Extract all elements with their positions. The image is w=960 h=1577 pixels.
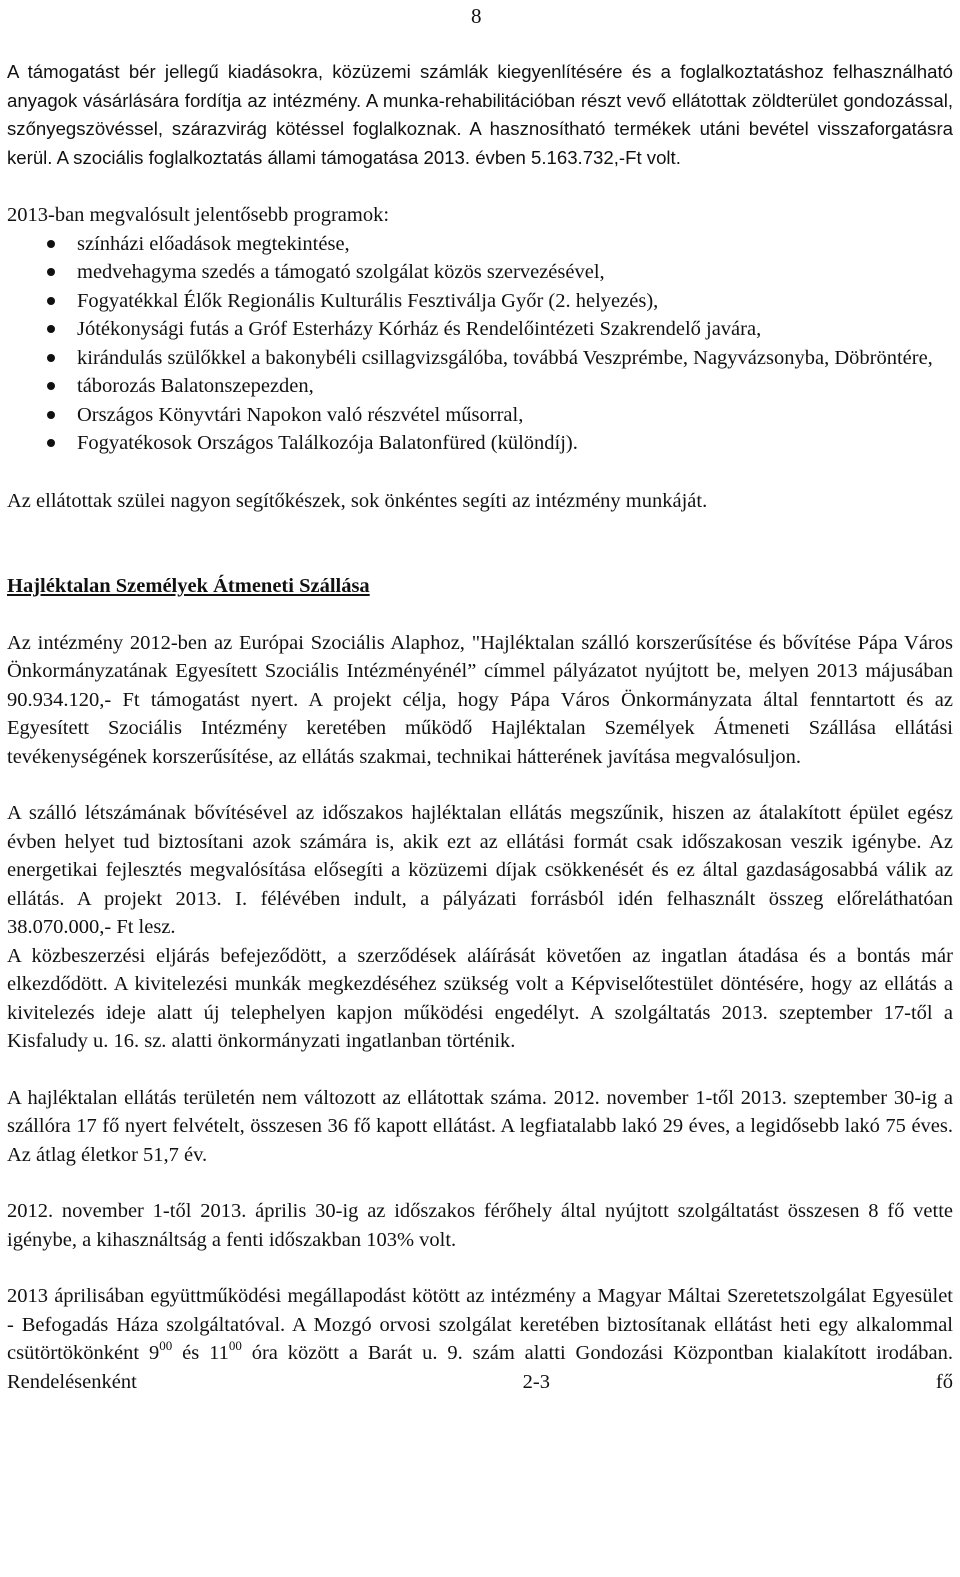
paragraph-employment-state-support: A szociális foglalkoztatás állami támogatása 2013. évben 5.163.732,-Ft volt. [52,146,681,168]
programs-list [7,230,953,458]
bullet-icon [47,325,55,333]
program-label: Fogyatékkal Élők Regionális Kulturális Fesztiválja Győr (2. helyezés), [77,289,659,312]
bullet-icon [47,240,55,248]
paragraph-seasonal-places: 2012. november 1-től 2013. április 30-ig az időszakos férőhely által nyújtott szolgáltatást összesen 8 fő vette igénybe, a kihasználtság a fenti időszakban 103% volt. [7,1200,953,1251]
programs-intro: 2013-ban megvalósult jelentősebb programok: [7,204,390,226]
superscript-minutes: 00 [228,1338,242,1353]
program-label: medvehagyma szedés a támogató szolgálat közös szervezésével, [77,261,605,283]
paragraph-parents: Az ellátottak szülei nagyon segítőkészek, sok önkéntes segíti az intézmény munkáját. [7,489,708,512]
program-label: Országos Könyvtári Napokon való részvétel műsorral, [77,403,524,426]
list-item [7,258,953,287]
paragraph-maltese-cooperation [7,1282,953,1396]
document-body [7,58,953,1396]
section-heading: Hajléktalan Személyek Átmeneti Szállása [7,575,370,597]
list-item [7,344,953,373]
list-item [7,372,953,401]
list-item [7,429,953,458]
page-number: 8 [471,4,482,28]
bullet-icon [47,411,55,419]
bullet-icon [47,382,55,390]
list-item [7,401,953,430]
list-item [7,287,953,316]
paragraph-capacity-expansion: A szálló létszámának bővítésével az időszakos hajléktalan ellátás megszűnik, hiszen az átalakított épület egész évben helyet tud biztosítani azok számára is, akik ezt az ellátási formát csak időszakosan veszik igénybe. Az energetikai fejlesztés megvalósítása elősegíti a közüzemi díjak csökkenését és ez által gazdaságosabbá válik az ellátás. A projekt 2013. I. félévében indult, a pályázati forrásból idén felhasznált összeg előreláthatóan 38.070.000,- Ft lesz. [7,802,953,938]
program-label: színházi előadások megtekintése, [77,232,350,255]
bullet-icon [47,354,55,362]
cooperation-text-c: óra között a Barát u. 9. szám alatti Gondozási Központban kialakított irodában. Rendelésenként 2-3 fő [7,1342,954,1393]
cooperation-text-a: 2013 áprilisában együttműködési megállapodást kötött az intézmény a Magyar Máltai Szeretetszolgálat Egyesület - Befogadás Háza szolgáltatóval. A Mozgó orvosi szolgálat keretében biztosítanak ellátást heti egy alkalommal csütörtökönként 9 [7,1285,953,1364]
list-item [7,230,953,259]
cooperation-text-b: és 11 [172,1342,229,1364]
superscript-minutes: 00 [159,1338,173,1353]
bullet-icon [47,439,55,447]
list-item [7,315,953,344]
bullet-icon [47,297,55,305]
paragraph-procurement: A közbeszerzési eljárás befejeződött, a szerződések aláírását követően az ingatlan átadása és a bontás már elkezdődött. A kivitelezési munkák megkezdéséhez szükség volt a Képviselőtestület döntésére, hogy az ellátás a kivitelezés ideje alatt új telephelyen kapjon működési engedélyt. A szolgáltatás 2013. szeptember 17-től a Kisfaludy u. 16. sz. alatti önkormányzati ingatlanban történik. [7,944,953,1052]
paragraph-project-application: Az intézmény 2012-ben az Európai Szociális Alaphoz, "Hajléktalan szálló korszerűsítése és bővítése Pápa Város Önkormányzatának Egyesített Szociális Intézményénél” címmel pályázatot nyújtott be, melyen 2013 májusában 90.934.120,- Ft támogatást nyert. A projekt célja, hogy Pápa Város Önkormányzata által fenntartott és az Egyesített Szociális Intézmény keretében működő Hajléktalan Személyek Átmeneti Szállása ellátási tevékenységének korszerűsítése, az ellátás szakmai, technikai hátterének javítása megvalósuljon. [7,631,953,768]
program-label: kirándulás szülőkkel a bakonybéli csillagvizsgálóba, továbbá Veszprémbe, Nagyvázsonyba, Döbröntére, [77,346,933,369]
program-label: táborozás Balatonszepezden, [77,375,314,397]
paragraph-employment-text: A támogatást bér jellegű kiadásokra, közüzemi számlák kiegyenlítésére és a foglalkoztatáshoz felhasználható anyagok vásárlására fordítja az intézmény. A munka-rehabilitációban részt vevő ellátottak zöldterület gondozással, szőnyegszövéssel, szárazvirág kötéssel foglalkoznak. A hasznosítható termékek utáni bevétel visszaforgatásra kerül. [7,61,953,168]
bullet-icon [47,268,55,276]
paragraph-employment-support [7,58,953,172]
program-label: Jótékonysági futás a Gróf Esterházy Kórház és Rendelőintézeti Szakrendelő javára, [77,318,762,340]
paragraph-client-statistics: A hajléktalan ellátás területén nem változott az ellátottak száma. 2012. november 1-től 2013. szeptember 30-ig a szállóra 17 fő nyert felvételt, összesen 36 fő kapott ellátást. A legfiatalabb lakó 29 éves, a legidősebb lakó 75 éves. Az átlag életkor 51,7 év. [7,1086,953,1166]
program-label: Fogyatékosok Országos Találkozója Balatonfüred (különdíj). [77,432,578,454]
